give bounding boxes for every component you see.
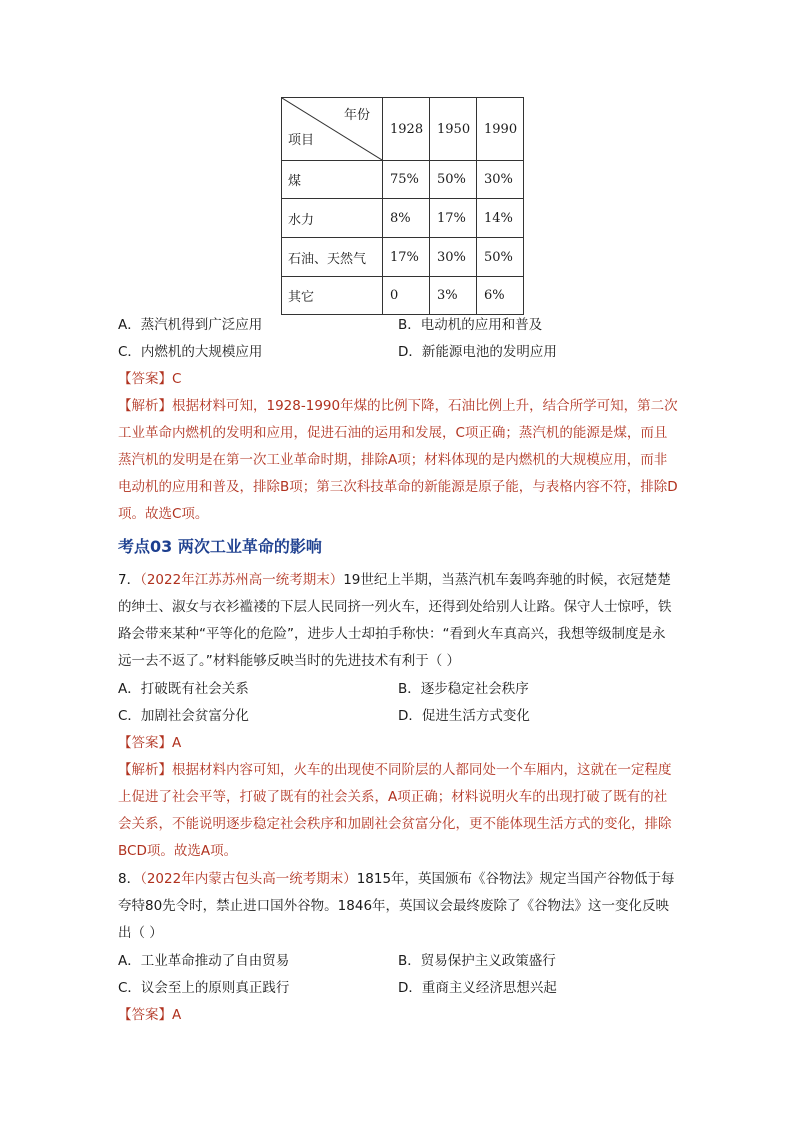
- q8-stem: [118, 866, 678, 947]
- row-value: 75%: [383, 161, 430, 199]
- row-value: 50%: [430, 161, 477, 199]
- q7-analysis: [118, 757, 678, 865]
- table-row: [282, 199, 524, 238]
- year-1990: 1990: [477, 98, 524, 161]
- row-item: 煤: [282, 161, 383, 199]
- question-number: 7．: [118, 572, 141, 588]
- row-item: 水力: [282, 199, 383, 238]
- row-value: 30%: [430, 238, 477, 277]
- q8-option-b: B．贸易保护主义政策盛行: [398, 953, 556, 969]
- section-title: 考点03 两次工业革命的影响: [118, 537, 322, 556]
- q6-option-c: C．内燃机的大规模应用: [118, 344, 263, 360]
- row-value: 8%: [383, 199, 430, 238]
- q8-answer: 【答案】A: [118, 1007, 182, 1023]
- analysis-text: 根据材料可知，1928-1990年煤的比例下降，石油比例上升，结合所学可知，第二次工业革命内燃机的发明和应用，促进石油的运用和发展，C项正确；蒸汽机的能源是煤，而且蒸汽机的发明是在第一次工业革命时期，排除A项；材料体现的是内燃机的大规模应用，而非电动机的应用和普及，排除B项；第三次科技革命的新能源是原子能，与表格内容不符，排除D项。故选C项。: [118, 398, 678, 522]
- q7-answer: 【答案】A: [118, 735, 182, 751]
- table-row: [282, 161, 524, 199]
- row-value: 17%: [430, 199, 477, 238]
- q8-option-c: C．议会至上的原则真正践行: [118, 980, 290, 996]
- diagonal-header-cell: [282, 98, 383, 161]
- row-item: 其它: [282, 277, 383, 315]
- question-text: 1815年，英国颁布《谷物法》规定当国产谷物低于每夸特80先令时，禁止进口国外谷物。1846年，英国议会最终废除了《谷物法》这一变化反映出（ ）: [118, 871, 675, 941]
- row-item: 石油、天然气: [282, 238, 383, 277]
- q7-option-a: A．打破既有社会关系: [118, 681, 249, 697]
- question-source: （2022年内蒙古包头高一统考期末）: [140, 871, 357, 887]
- row-value: 14%: [477, 199, 524, 238]
- analysis-label: 【解析】: [118, 398, 172, 414]
- analysis-text: 根据材料内容可知，火车的出现使不同阶层的人都同处一个车厢内，这就在一定程度上促进了社会平等，打破了既有的社会关系，A项正确；材料说明火车的出现打破了既有的社会关系，不能说明逐步稳定社会秩序和加剧社会贫富分化，更不能体现生活方式的变化，排除BCD项。故选A项。: [118, 762, 672, 859]
- table-row: [282, 277, 524, 315]
- q7-stem: [118, 567, 678, 675]
- analysis-label: 【解析】: [118, 762, 172, 778]
- question-number: 8．: [118, 871, 141, 887]
- q6-option-b: B．电动机的应用和普及: [398, 317, 543, 333]
- q8-option-a: A．工业革命推动了自由贸易: [118, 953, 290, 969]
- year-1950: 1950: [430, 98, 477, 161]
- table-row: [282, 238, 524, 277]
- q6-answer: 【答案】C: [118, 371, 182, 387]
- q7-option-c: C．加剧社会贫富分化: [118, 708, 249, 724]
- q7-option-b: B．逐步稳定社会秩序: [398, 681, 529, 697]
- row-value: 17%: [383, 238, 430, 277]
- row-value: 6%: [477, 277, 524, 315]
- header-year-label: 年份: [343, 108, 370, 123]
- q6-option-a: A．蒸汽机得到广泛应用: [118, 317, 263, 333]
- q6-analysis: [118, 393, 678, 528]
- q7-option-d: D．促进生活方式变化: [398, 708, 530, 724]
- header-item-label: 项目: [288, 133, 315, 148]
- table-header-row: [282, 98, 524, 161]
- question-text: 19世纪上半期，当蒸汽机车轰鸣奔驰的时候，衣冠楚楚的绅士、淑女与衣衫褴褛的下层人民同挤一列火车，还得到处给别人让路。保守人士惊呼，铁路会带来某种“平等化的危险”，进步人士却拍手称快：“看到火车真高兴，我想等级制度是永远一去不返了。”材料能够反映当时的先进技术有利于（ ）: [118, 572, 672, 669]
- row-value: 50%: [477, 238, 524, 277]
- energy-table: [281, 97, 524, 315]
- year-1928: 1928: [383, 98, 430, 161]
- q8-option-d: D．重商主义经济思想兴起: [398, 980, 557, 996]
- row-value: 3%: [430, 277, 477, 315]
- row-value: 30%: [477, 161, 524, 199]
- q6-option-d: D．新能源电池的发明应用: [398, 344, 557, 360]
- row-value: 0: [383, 277, 430, 315]
- question-source: （2022年江苏苏州高一统考期末）: [140, 572, 344, 588]
